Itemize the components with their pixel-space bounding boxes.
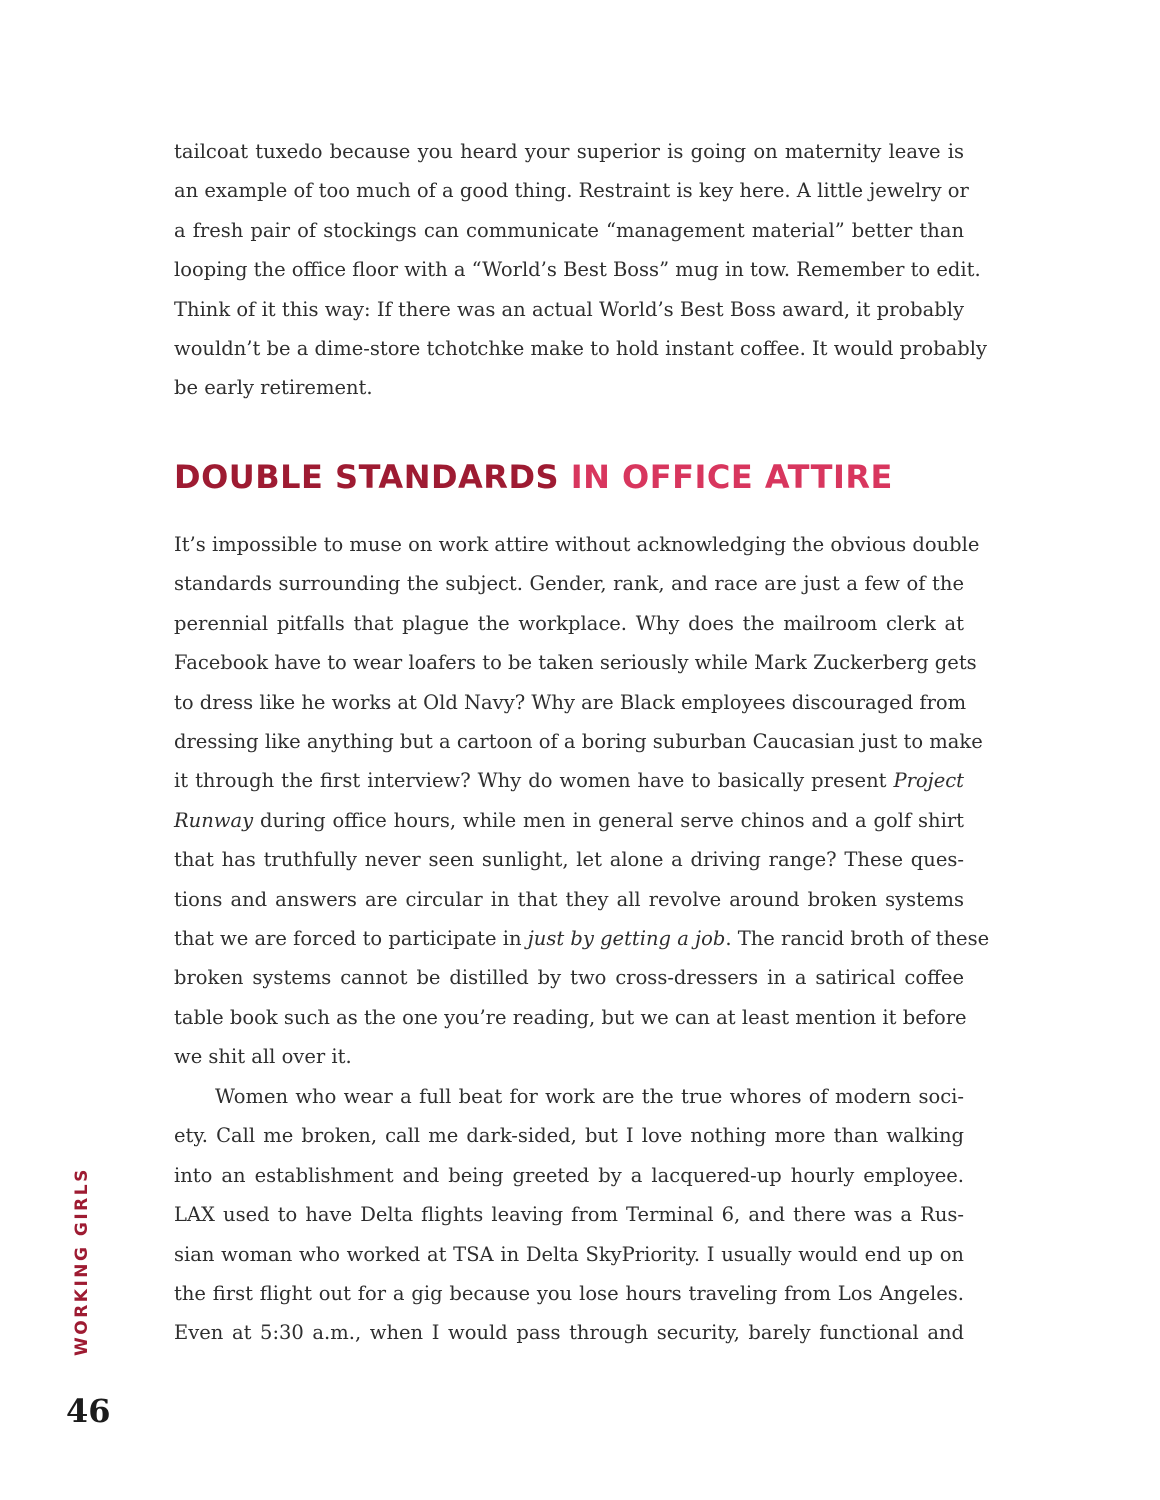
text-line: sian woman who worked at TSA in Delta SkyPriority. I usually would end up on <box>174 1242 964 1266</box>
text-line: ety. Call me broken, call me dark-sided, but I love nothing more than walking <box>174 1124 964 1148</box>
italic-phrase: just by getting a job <box>527 927 726 951</box>
text-line: that has truthfully never seen sunlight, let alone a driving range? These ques- <box>174 848 964 872</box>
text-line <box>174 919 990 958</box>
text-line: into an establishment and being greeted by a lacquered-up hourly employee. <box>174 1163 964 1187</box>
body-paragraph-2 <box>174 1077 964 1353</box>
body-paragraph-1 <box>174 525 990 1077</box>
section-heading <box>174 458 893 496</box>
text-line: Think of it this way: If there was an actual World’s Best Boss award, it probably <box>174 297 964 321</box>
text-line: dressing like anything but a cartoon of a boring suburban Caucasian just to make <box>174 730 983 754</box>
text-line: looping the office floor with a “World’s Best Boss” mug in tow. Remember to edit. <box>174 258 981 282</box>
section-heading-part2: IN OFFICE ATTIRE <box>559 458 893 496</box>
italic-title: Runway <box>174 808 254 832</box>
text-line: we shit all over it. <box>174 1045 352 1069</box>
text-line: be early retirement. <box>174 376 373 400</box>
text-line: tions and answers are circular in that they all revolve around broken systems <box>174 887 964 911</box>
text-line: Even at 5:30 a.m., when I would pass through security, barely functional and <box>174 1321 964 1345</box>
text-line: a fresh pair of stockings can communicate “management material” better than <box>174 218 964 242</box>
top-paragraph <box>174 132 988 408</box>
text-segment: that we are forced to participate in <box>174 927 528 951</box>
text-line: table book such as the one you’re reading, but we can at least mention it before <box>174 1005 967 1029</box>
text-line: standards surrounding the subject. Gender, rank, and race are just a few of the <box>174 572 964 596</box>
running-section-label: WORKING GIRLS <box>72 1167 92 1356</box>
text-line: the first flight out for a gig because you lose hours traveling from Los Angeles. <box>174 1282 964 1306</box>
text-line: broken systems cannot be distilled by two cross-dressers in a satirical coffee <box>174 966 964 990</box>
text-segment: . The rancid broth of these <box>725 927 990 951</box>
text-line: tailcoat tuxedo because you heard your superior is going on maternity leave is <box>174 140 964 163</box>
section-heading-part1: DOUBLE STANDARDS <box>174 458 560 496</box>
text-line <box>174 801 964 840</box>
text-line: an example of too much of a good thing. Restraint is key here. A little jewelry or <box>174 179 969 203</box>
text-line: perennial pitfalls that plague the workplace. Why does the mailroom clerk at <box>174 611 964 635</box>
text-line: wouldn’t be a dime-store tchotchke make to hold instant coffee. It would probably <box>174 337 988 361</box>
text-line: It’s impossible to muse on work attire without acknowledging the obvious double <box>174 533 980 556</box>
text-line: Women who wear a full beat for work are the true whores of modern soci- <box>215 1085 964 1108</box>
italic-title: Project <box>893 769 964 793</box>
text-line: Facebook have to wear loafers to be taken seriously while Mark Zuckerberg gets <box>174 651 977 675</box>
text-line <box>174 761 964 800</box>
text-line: LAX used to have Delta flights leaving from Terminal 6, and there was a Rus- <box>174 1203 964 1227</box>
text-line: to dress like he works at Old Navy? Why are Black employees discouraged from <box>174 690 967 714</box>
text-segment: during office hours, while men in general serve chinos and a golf shirt <box>253 808 964 832</box>
text-segment: it through the first interview? Why do women have to basically present <box>174 769 894 793</box>
page-number: 46 <box>66 1392 111 1430</box>
